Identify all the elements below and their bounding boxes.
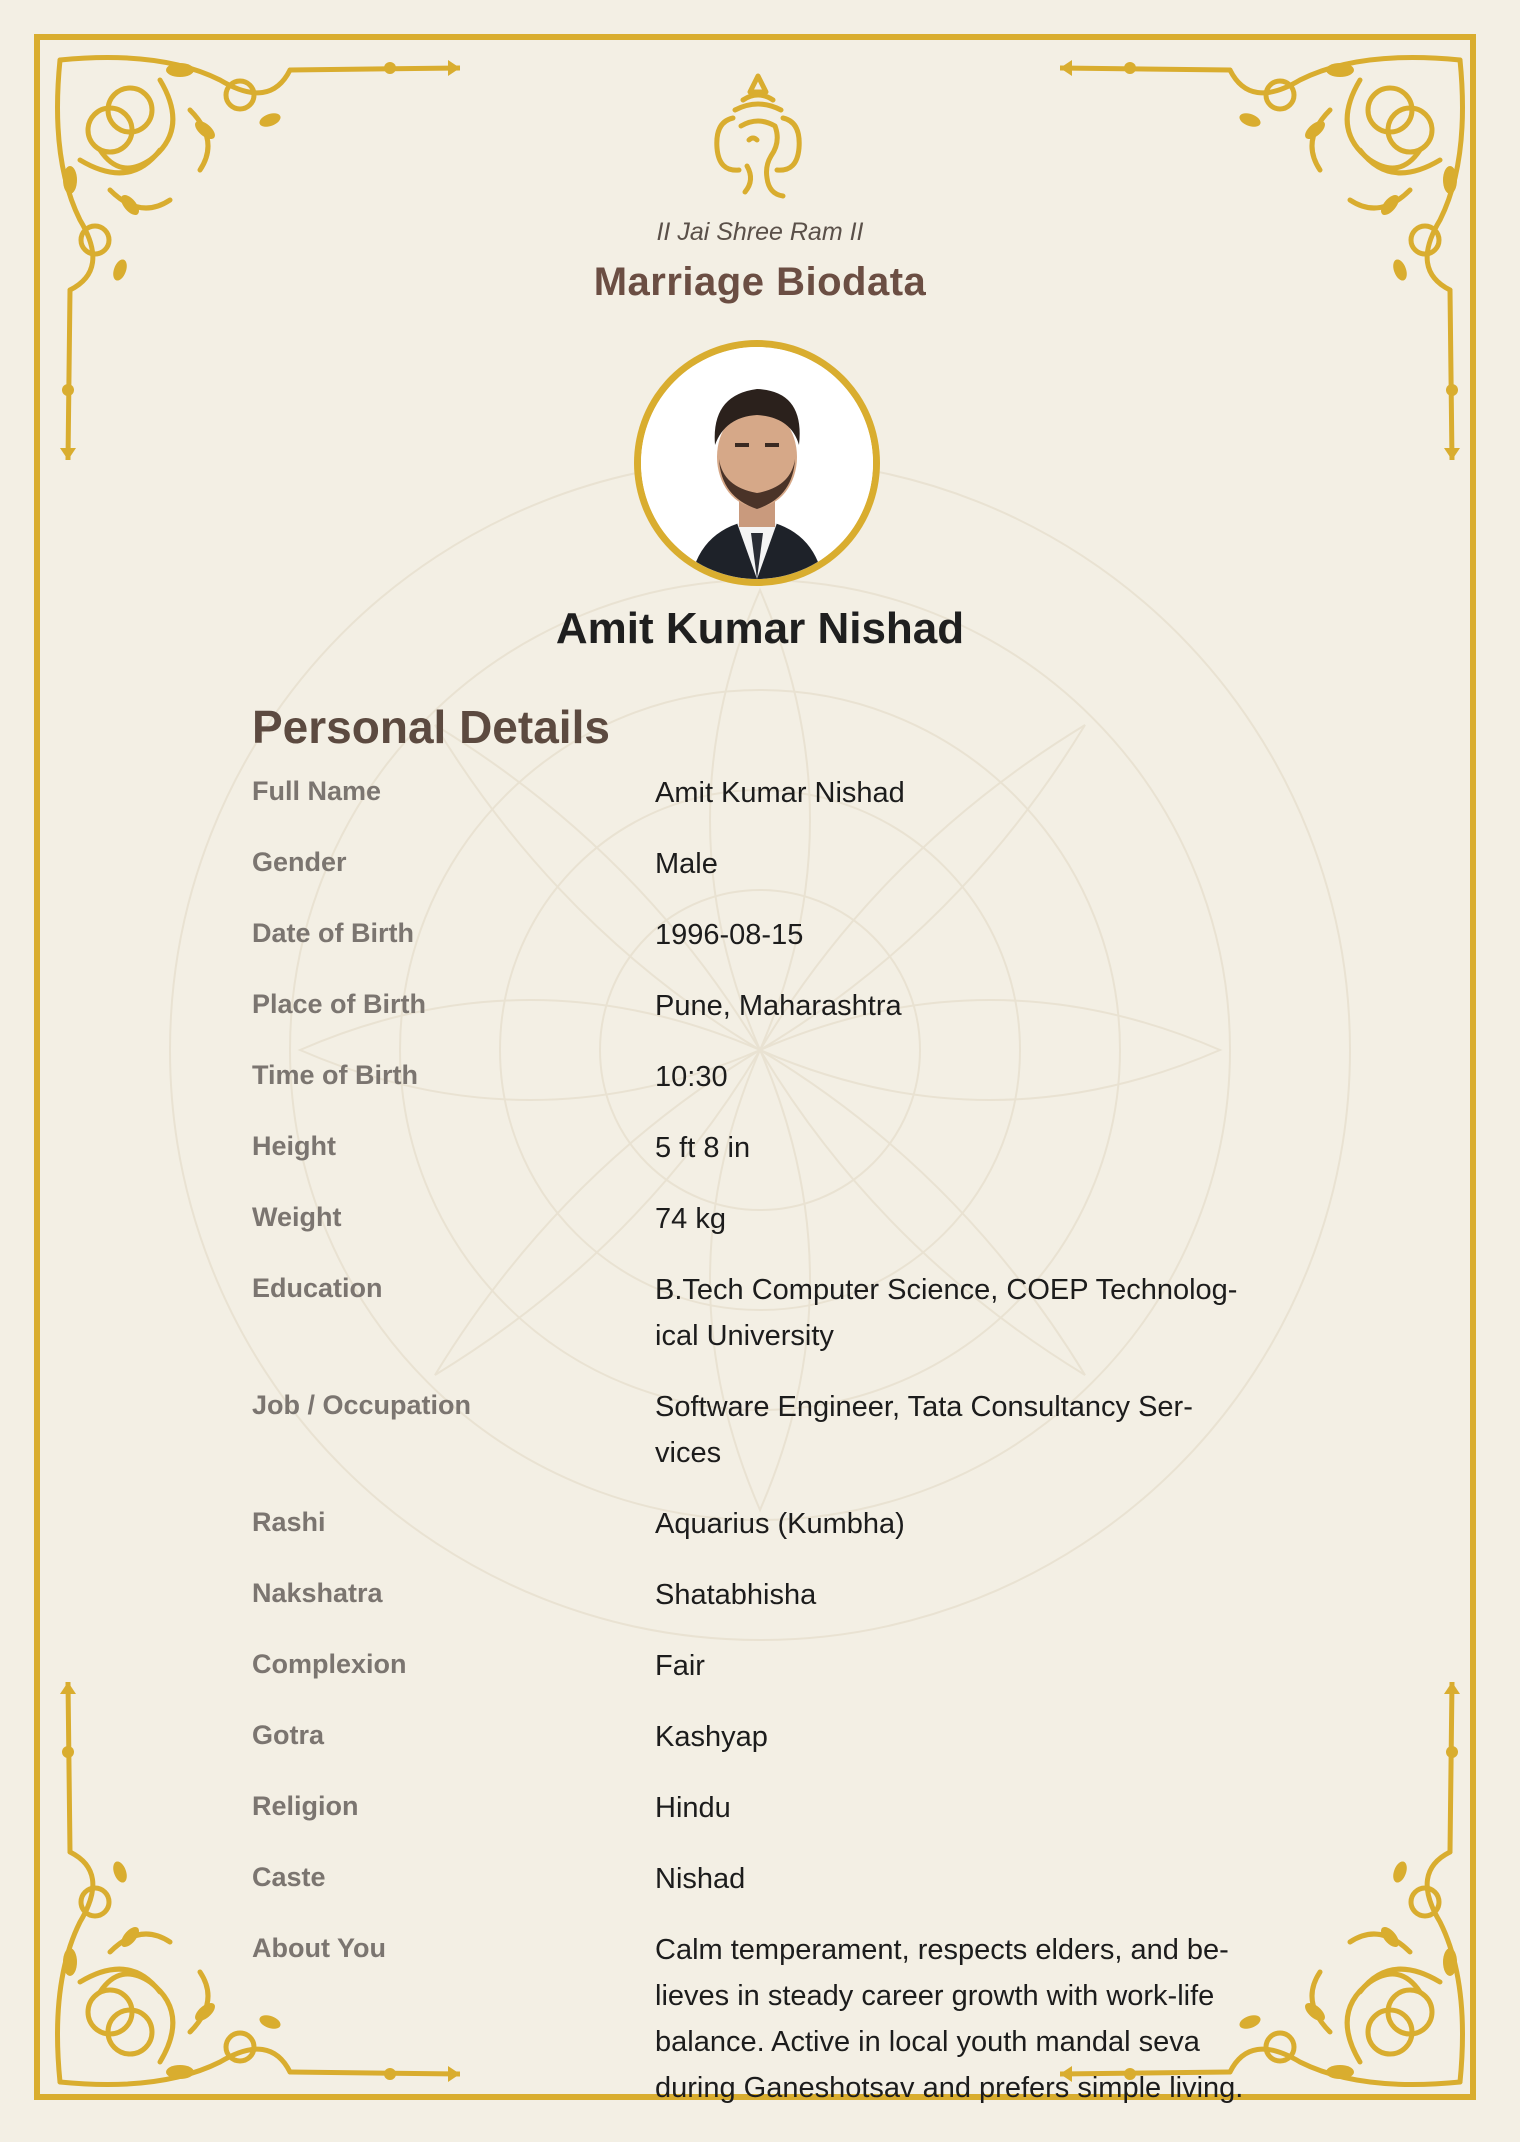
floral-corner-ornament-top-right [1060, 40, 1480, 460]
detail-value: Pune, Maharashtra [655, 990, 902, 1022]
detail-row [252, 1783, 1272, 1831]
profile-photo-frame [634, 340, 880, 586]
detail-value: Hindu [655, 1792, 731, 1824]
detail-label: Time of Birth [252, 1060, 419, 1090]
detail-label: Height [252, 1131, 336, 1161]
detail-label: Nakshatra [252, 1578, 383, 1608]
section-title-personal-details: Personal Details [252, 701, 610, 753]
detail-value: 10:30 [655, 1061, 728, 1093]
detail-value: Calm temperament, respects elders, and be- lieves in steady career growth with work-life balance. Active in local youth mandal seva during Ganeshotsav and prefers simple living. [655, 1934, 1244, 2104]
detail-row [252, 1712, 1272, 1760]
detail-row [252, 768, 1272, 816]
detail-value: Software Engineer, Tata Consultancy Ser- vices [655, 1391, 1193, 1469]
detail-label: Job / Occupation [252, 1390, 472, 1420]
detail-value: Nishad [655, 1863, 746, 1895]
detail-row [252, 1925, 1272, 2111]
detail-label: Religion [252, 1791, 359, 1821]
detail-label: Gender [252, 847, 347, 877]
detail-value: Fair [655, 1650, 705, 1682]
detail-label: Education [252, 1273, 383, 1303]
detail-label: Full Name [252, 776, 382, 806]
detail-row [252, 1641, 1272, 1689]
avatar [641, 347, 873, 579]
detail-label: About You [252, 1933, 386, 1963]
detail-row [252, 1194, 1272, 1242]
personal-details-list [252, 768, 1272, 2134]
document-title: Marriage Biodata [593, 260, 927, 304]
detail-row [252, 839, 1272, 887]
detail-value: Shatabhisha [655, 1579, 817, 1611]
detail-value: 74 kg [655, 1203, 726, 1235]
detail-value: B.Tech Computer Science, COEP Technolog- ical University [655, 1274, 1238, 1352]
detail-value: Aquarius (Kumbha) [655, 1508, 905, 1540]
invocation-text: II Jai Shree Ram II [656, 218, 864, 246]
detail-row [252, 1265, 1272, 1359]
detail-row [252, 910, 1272, 958]
person-name-heading: Amit Kumar Nishad [555, 604, 965, 653]
detail-value: Kashyap [655, 1721, 768, 1753]
detail-label: Caste [252, 1862, 326, 1892]
detail-label: Weight [252, 1202, 342, 1232]
detail-row [252, 1499, 1272, 1547]
profile-photo [641, 347, 873, 579]
detail-row [252, 1570, 1272, 1618]
detail-label: Place of Birth [252, 989, 427, 1019]
detail-value: 1996-08-15 [655, 919, 804, 951]
detail-row [252, 981, 1272, 1029]
detail-label: Date of Birth [252, 918, 414, 948]
detail-value: Male [655, 848, 718, 880]
detail-value: 5 ft 8 in [655, 1132, 751, 1164]
detail-value: Amit Kumar Nishad [655, 777, 905, 809]
floral-corner-ornament-top-left [40, 40, 460, 460]
ganesha-icon [705, 70, 811, 206]
detail-row [252, 1382, 1272, 1476]
detail-label: Complexion [252, 1649, 407, 1679]
detail-label: Gotra [252, 1720, 325, 1750]
detail-row [252, 1854, 1272, 1902]
detail-row [252, 1052, 1272, 1100]
detail-label: Rashi [252, 1507, 326, 1537]
detail-row [252, 1123, 1272, 1171]
